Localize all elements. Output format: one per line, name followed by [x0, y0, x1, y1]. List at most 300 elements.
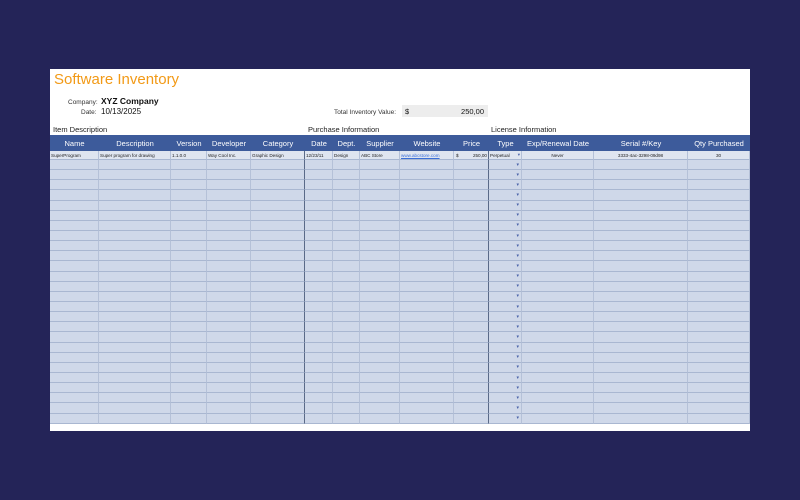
cell-version[interactable]	[171, 261, 207, 271]
total-inventory-box[interactable]	[402, 105, 488, 117]
cell-dept[interactable]	[333, 251, 360, 261]
cell-type[interactable]	[489, 373, 522, 383]
cell-supplier[interactable]	[360, 251, 400, 261]
cell-price[interactable]	[454, 292, 489, 302]
dropdown-icon[interactable]: ▾	[516, 333, 519, 340]
cell-website[interactable]	[400, 322, 454, 332]
cell-serial[interactable]	[594, 170, 688, 180]
cell-category[interactable]	[251, 332, 305, 342]
cell-date[interactable]	[305, 332, 333, 342]
cell-date[interactable]	[305, 393, 333, 403]
cell-renewal[interactable]	[522, 231, 594, 241]
cell-date[interactable]	[305, 292, 333, 302]
cell-developer[interactable]	[207, 170, 251, 180]
cell-description[interactable]	[99, 343, 171, 353]
cell-qty[interactable]	[688, 343, 750, 353]
cell-dept[interactable]	[333, 322, 360, 332]
cell-developer[interactable]	[207, 282, 251, 292]
dropdown-icon[interactable]: ▾	[516, 242, 519, 249]
dropdown-icon[interactable]: ▾	[516, 181, 519, 188]
cell-category[interactable]	[251, 302, 305, 312]
cell-supplier[interactable]	[360, 272, 400, 282]
dropdown-icon[interactable]: ▾	[516, 404, 519, 411]
cell-supplier[interactable]	[360, 282, 400, 292]
dropdown-icon[interactable]: ▾	[516, 202, 519, 209]
cell-date[interactable]	[305, 302, 333, 312]
cell-developer[interactable]	[207, 190, 251, 200]
cell-version[interactable]	[171, 302, 207, 312]
cell-qty[interactable]	[688, 332, 750, 342]
cell-renewal[interactable]	[522, 282, 594, 292]
cell-developer[interactable]	[207, 353, 251, 363]
cell-price[interactable]	[454, 261, 489, 271]
cell-name[interactable]: SuperProgram	[50, 151, 99, 160]
cell-renewal[interactable]: Never	[522, 151, 594, 160]
cell-name[interactable]	[50, 221, 99, 231]
cell-supplier[interactable]	[360, 231, 400, 241]
cell-dept[interactable]	[333, 302, 360, 312]
cell-dept[interactable]	[333, 353, 360, 363]
cell-renewal[interactable]	[522, 201, 594, 211]
cell-developer[interactable]	[207, 302, 251, 312]
cell-description[interactable]	[99, 251, 171, 261]
dropdown-icon[interactable]: ▾	[516, 354, 519, 361]
cell-serial[interactable]	[594, 353, 688, 363]
cell-developer[interactable]	[207, 312, 251, 322]
cell-developer[interactable]	[207, 221, 251, 231]
cell-qty[interactable]	[688, 272, 750, 282]
cell-type[interactable]	[489, 221, 522, 231]
cell-price[interactable]	[454, 160, 489, 170]
company-value[interactable]: XYZ Company	[101, 96, 159, 106]
cell-serial[interactable]	[594, 292, 688, 302]
column-header-serial[interactable]: Serial #/Key	[594, 135, 688, 151]
cell-developer[interactable]	[207, 373, 251, 383]
cell-supplier[interactable]	[360, 302, 400, 312]
cell-name[interactable]	[50, 272, 99, 282]
cell-type[interactable]	[489, 393, 522, 403]
cell-serial[interactable]: 3333-4ac-3298-09d98	[594, 151, 688, 160]
column-header-category[interactable]: Category	[251, 135, 305, 151]
cell-supplier[interactable]	[360, 190, 400, 200]
cell-qty[interactable]	[688, 363, 750, 373]
cell-name[interactable]	[50, 373, 99, 383]
cell-version[interactable]	[171, 190, 207, 200]
cell-dept[interactable]	[333, 343, 360, 353]
cell-renewal[interactable]	[522, 180, 594, 190]
cell-version[interactable]	[171, 393, 207, 403]
cell-type[interactable]	[489, 241, 522, 251]
dropdown-icon[interactable]: ▾	[516, 191, 519, 198]
cell-category[interactable]	[251, 201, 305, 211]
cell-version[interactable]	[171, 170, 207, 180]
cell-version[interactable]	[171, 332, 207, 342]
cell-name[interactable]	[50, 170, 99, 180]
dropdown-icon[interactable]: ▾	[516, 344, 519, 351]
cell-developer[interactable]	[207, 180, 251, 190]
cell-type[interactable]	[489, 190, 522, 200]
cell-website[interactable]: www.abcstore.com	[400, 151, 454, 160]
cell-qty[interactable]	[688, 414, 750, 424]
cell-description[interactable]	[99, 393, 171, 403]
cell-version[interactable]	[171, 241, 207, 251]
cell-version[interactable]	[171, 231, 207, 241]
cell-category[interactable]	[251, 363, 305, 373]
cell-renewal[interactable]	[522, 221, 594, 231]
cell-website[interactable]	[400, 231, 454, 241]
cell-renewal[interactable]	[522, 190, 594, 200]
cell-type[interactable]	[489, 180, 522, 190]
cell-category[interactable]	[251, 312, 305, 322]
dropdown-icon[interactable]: ▾	[516, 303, 519, 310]
cell-name[interactable]	[50, 414, 99, 424]
cell-date[interactable]	[305, 201, 333, 211]
cell-serial[interactable]	[594, 332, 688, 342]
cell-serial[interactable]	[594, 282, 688, 292]
cell-qty[interactable]	[688, 393, 750, 403]
cell-supplier[interactable]	[360, 373, 400, 383]
cell-qty[interactable]	[688, 241, 750, 251]
cell-supplier[interactable]	[360, 363, 400, 373]
cell-renewal[interactable]	[522, 261, 594, 271]
cell-developer[interactable]	[207, 201, 251, 211]
cell-name[interactable]	[50, 251, 99, 261]
cell-date[interactable]	[305, 221, 333, 231]
cell-developer[interactable]	[207, 343, 251, 353]
cell-price[interactable]	[454, 221, 489, 231]
cell-renewal[interactable]	[522, 160, 594, 170]
cell-website[interactable]	[400, 312, 454, 322]
cell-version[interactable]	[171, 383, 207, 393]
cell-dept[interactable]: Design	[333, 151, 360, 160]
cell-serial[interactable]	[594, 312, 688, 322]
cell-supplier[interactable]	[360, 211, 400, 221]
cell-category[interactable]	[251, 261, 305, 271]
cell-category[interactable]	[251, 393, 305, 403]
cell-developer[interactable]	[207, 403, 251, 413]
cell-website[interactable]	[400, 292, 454, 302]
cell-price[interactable]	[454, 251, 489, 261]
cell-website[interactable]	[400, 170, 454, 180]
cell-name[interactable]	[50, 312, 99, 322]
cell-qty[interactable]	[688, 282, 750, 292]
cell-price[interactable]	[454, 241, 489, 251]
cell-website[interactable]	[400, 241, 454, 251]
cell-dept[interactable]	[333, 403, 360, 413]
cell-category[interactable]	[251, 221, 305, 231]
cell-version[interactable]	[171, 282, 207, 292]
cell-supplier[interactable]	[360, 160, 400, 170]
cell-version[interactable]	[171, 251, 207, 261]
cell-category[interactable]	[251, 180, 305, 190]
cell-qty[interactable]	[688, 403, 750, 413]
cell-renewal[interactable]	[522, 353, 594, 363]
cell-category[interactable]	[251, 170, 305, 180]
cell-name[interactable]	[50, 261, 99, 271]
cell-version[interactable]	[171, 363, 207, 373]
cell-qty[interactable]	[688, 322, 750, 332]
cell-description[interactable]	[99, 170, 171, 180]
cell-price[interactable]	[454, 403, 489, 413]
cell-serial[interactable]	[594, 231, 688, 241]
cell-name[interactable]	[50, 363, 99, 373]
cell-developer[interactable]	[207, 272, 251, 282]
column-header-supplier[interactable]: Supplier	[360, 135, 400, 151]
dropdown-icon[interactable]: ▾	[516, 171, 519, 178]
cell-description[interactable]	[99, 261, 171, 271]
cell-qty[interactable]	[688, 190, 750, 200]
cell-website[interactable]	[400, 261, 454, 271]
cell-renewal[interactable]	[522, 332, 594, 342]
cell-dept[interactable]	[333, 414, 360, 424]
cell-date[interactable]	[305, 170, 333, 180]
cell-website[interactable]	[400, 343, 454, 353]
cell-renewal[interactable]	[522, 170, 594, 180]
cell-serial[interactable]	[594, 302, 688, 312]
cell-price[interactable]	[454, 343, 489, 353]
cell-website[interactable]	[400, 393, 454, 403]
cell-category[interactable]	[251, 383, 305, 393]
cell-supplier[interactable]	[360, 332, 400, 342]
cell-renewal[interactable]	[522, 302, 594, 312]
column-header-type[interactable]: Type	[489, 135, 522, 151]
cell-name[interactable]	[50, 241, 99, 251]
cell-serial[interactable]	[594, 414, 688, 424]
cell-description[interactable]	[99, 201, 171, 211]
cell-category[interactable]	[251, 373, 305, 383]
cell-renewal[interactable]	[522, 292, 594, 302]
cell-type[interactable]	[489, 302, 522, 312]
cell-description[interactable]	[99, 241, 171, 251]
cell-date[interactable]	[305, 403, 333, 413]
cell-price[interactable]	[454, 180, 489, 190]
cell-description[interactable]	[99, 332, 171, 342]
cell-qty[interactable]	[688, 251, 750, 261]
cell-description[interactable]: Super program for drawing	[99, 151, 171, 160]
cell-price[interactable]	[454, 322, 489, 332]
cell-date[interactable]	[305, 383, 333, 393]
cell-renewal[interactable]	[522, 383, 594, 393]
cell-price[interactable]	[454, 302, 489, 312]
cell-description[interactable]	[99, 414, 171, 424]
cell-serial[interactable]	[594, 403, 688, 413]
cell-supplier[interactable]	[360, 403, 400, 413]
cell-price[interactable]	[454, 332, 489, 342]
cell-type[interactable]	[489, 403, 522, 413]
cell-dept[interactable]	[333, 211, 360, 221]
cell-dept[interactable]	[333, 160, 360, 170]
cell-category[interactable]	[251, 231, 305, 241]
cell-supplier[interactable]	[360, 383, 400, 393]
cell-name[interactable]	[50, 393, 99, 403]
cell-category[interactable]	[251, 251, 305, 261]
cell-renewal[interactable]	[522, 241, 594, 251]
cell-date[interactable]	[305, 353, 333, 363]
cell-name[interactable]	[50, 231, 99, 241]
cell-serial[interactable]	[594, 180, 688, 190]
cell-website[interactable]	[400, 211, 454, 221]
dropdown-icon[interactable]: ▾	[516, 384, 519, 391]
cell-type[interactable]	[489, 292, 522, 302]
cell-website[interactable]	[400, 302, 454, 312]
cell-renewal[interactable]	[522, 272, 594, 282]
cell-developer[interactable]	[207, 251, 251, 261]
cell-category[interactable]	[251, 282, 305, 292]
cell-dept[interactable]	[333, 180, 360, 190]
cell-date[interactable]	[305, 261, 333, 271]
cell-type[interactable]	[489, 211, 522, 221]
cell-renewal[interactable]	[522, 363, 594, 373]
cell-description[interactable]	[99, 282, 171, 292]
cell-renewal[interactable]	[522, 373, 594, 383]
dropdown-icon[interactable]: ▾	[516, 222, 519, 229]
cell-dept[interactable]	[333, 231, 360, 241]
cell-dept[interactable]	[333, 312, 360, 322]
column-header-qty[interactable]: Qty Purchased	[688, 135, 750, 151]
cell-dept[interactable]	[333, 170, 360, 180]
dropdown-icon[interactable]: ▾	[516, 323, 519, 330]
cell-renewal[interactable]	[522, 312, 594, 322]
cell-name[interactable]	[50, 282, 99, 292]
cell-price[interactable]	[454, 353, 489, 363]
cell-website[interactable]	[400, 403, 454, 413]
cell-type[interactable]	[489, 201, 522, 211]
cell-type[interactable]	[489, 322, 522, 332]
cell-price[interactable]	[454, 383, 489, 393]
cell-date[interactable]	[305, 363, 333, 373]
cell-renewal[interactable]	[522, 251, 594, 261]
cell-type[interactable]	[489, 170, 522, 180]
cell-version[interactable]	[171, 160, 207, 170]
cell-serial[interactable]	[594, 373, 688, 383]
cell-name[interactable]	[50, 322, 99, 332]
cell-price[interactable]	[454, 211, 489, 221]
cell-developer[interactable]	[207, 393, 251, 403]
cell-date[interactable]	[305, 190, 333, 200]
cell-qty[interactable]	[688, 292, 750, 302]
cell-type[interactable]	[489, 343, 522, 353]
cell-version[interactable]	[171, 221, 207, 231]
cell-category[interactable]	[251, 190, 305, 200]
cell-description[interactable]	[99, 211, 171, 221]
cell-category[interactable]	[251, 211, 305, 221]
dropdown-icon[interactable]: ▾	[516, 394, 519, 401]
cell-supplier[interactable]	[360, 170, 400, 180]
cell-developer[interactable]	[207, 414, 251, 424]
dropdown-icon[interactable]: ▾	[517, 152, 520, 157]
cell-website[interactable]	[400, 332, 454, 342]
cell-serial[interactable]	[594, 383, 688, 393]
cell-supplier[interactable]	[360, 353, 400, 363]
cell-serial[interactable]	[594, 343, 688, 353]
cell-version[interactable]	[171, 373, 207, 383]
cell-serial[interactable]	[594, 241, 688, 251]
cell-type[interactable]	[489, 261, 522, 271]
cell-type[interactable]	[489, 312, 522, 322]
cell-description[interactable]	[99, 363, 171, 373]
cell-developer[interactable]	[207, 383, 251, 393]
cell-version[interactable]	[171, 180, 207, 190]
cell-description[interactable]	[99, 312, 171, 322]
cell-type[interactable]	[489, 414, 522, 424]
cell-renewal[interactable]	[522, 343, 594, 353]
cell-developer[interactable]: Way Cool Inc.	[207, 151, 251, 160]
cell-supplier[interactable]	[360, 221, 400, 231]
date-value[interactable]: 10/13/2025	[101, 107, 142, 116]
cell-website[interactable]	[400, 383, 454, 393]
cell-date[interactable]	[305, 312, 333, 322]
dropdown-icon[interactable]: ▾	[516, 293, 519, 300]
cell-developer[interactable]	[207, 231, 251, 241]
cell-name[interactable]	[50, 190, 99, 200]
dropdown-icon[interactable]: ▾	[516, 283, 519, 290]
cell-type[interactable]	[489, 160, 522, 170]
cell-serial[interactable]	[594, 190, 688, 200]
cell-version[interactable]	[171, 312, 207, 322]
cell-dept[interactable]	[333, 201, 360, 211]
cell-supplier[interactable]	[360, 312, 400, 322]
cell-supplier[interactable]	[360, 201, 400, 211]
cell-supplier[interactable]	[360, 261, 400, 271]
cell-website[interactable]	[400, 282, 454, 292]
cell-serial[interactable]	[594, 393, 688, 403]
cell-type[interactable]	[489, 363, 522, 373]
column-header-description[interactable]: Description	[99, 135, 171, 151]
cell-type[interactable]	[489, 332, 522, 342]
cell-website[interactable]	[400, 180, 454, 190]
cell-date[interactable]	[305, 241, 333, 251]
cell-dept[interactable]	[333, 261, 360, 271]
cell-category[interactable]	[251, 353, 305, 363]
cell-website[interactable]	[400, 363, 454, 373]
cell-website[interactable]	[400, 373, 454, 383]
cell-date[interactable]	[305, 373, 333, 383]
cell-date[interactable]	[305, 322, 333, 332]
cell-category[interactable]	[251, 272, 305, 282]
cell-serial[interactable]	[594, 261, 688, 271]
cell-type[interactable]	[489, 251, 522, 261]
cell-description[interactable]	[99, 272, 171, 282]
cell-description[interactable]	[99, 160, 171, 170]
cell-type[interactable]	[489, 353, 522, 363]
cell-description[interactable]	[99, 302, 171, 312]
cell-version[interactable]	[171, 272, 207, 282]
cell-price[interactable]	[454, 201, 489, 211]
cell-category[interactable]	[251, 343, 305, 353]
cell-dept[interactable]	[333, 221, 360, 231]
cell-price[interactable]	[454, 282, 489, 292]
cell-date[interactable]	[305, 160, 333, 170]
cell-serial[interactable]	[594, 322, 688, 332]
cell-version[interactable]	[171, 292, 207, 302]
cell-category[interactable]	[251, 322, 305, 332]
cell-website[interactable]	[400, 190, 454, 200]
cell-developer[interactable]	[207, 332, 251, 342]
cell-date[interactable]	[305, 414, 333, 424]
cell-supplier[interactable]	[360, 414, 400, 424]
cell-version[interactable]	[171, 403, 207, 413]
cell-price[interactable]	[454, 373, 489, 383]
cell-developer[interactable]	[207, 322, 251, 332]
cell-price[interactable]	[454, 231, 489, 241]
cell-dept[interactable]	[333, 393, 360, 403]
cell-category[interactable]	[251, 292, 305, 302]
cell-date[interactable]: 12/23/11	[305, 151, 333, 160]
cell-serial[interactable]	[594, 363, 688, 373]
dropdown-icon[interactable]: ▾	[516, 252, 519, 259]
column-header-renewal[interactable]: Exp/Renewal Date	[522, 135, 594, 151]
dropdown-icon[interactable]: ▾	[516, 374, 519, 381]
